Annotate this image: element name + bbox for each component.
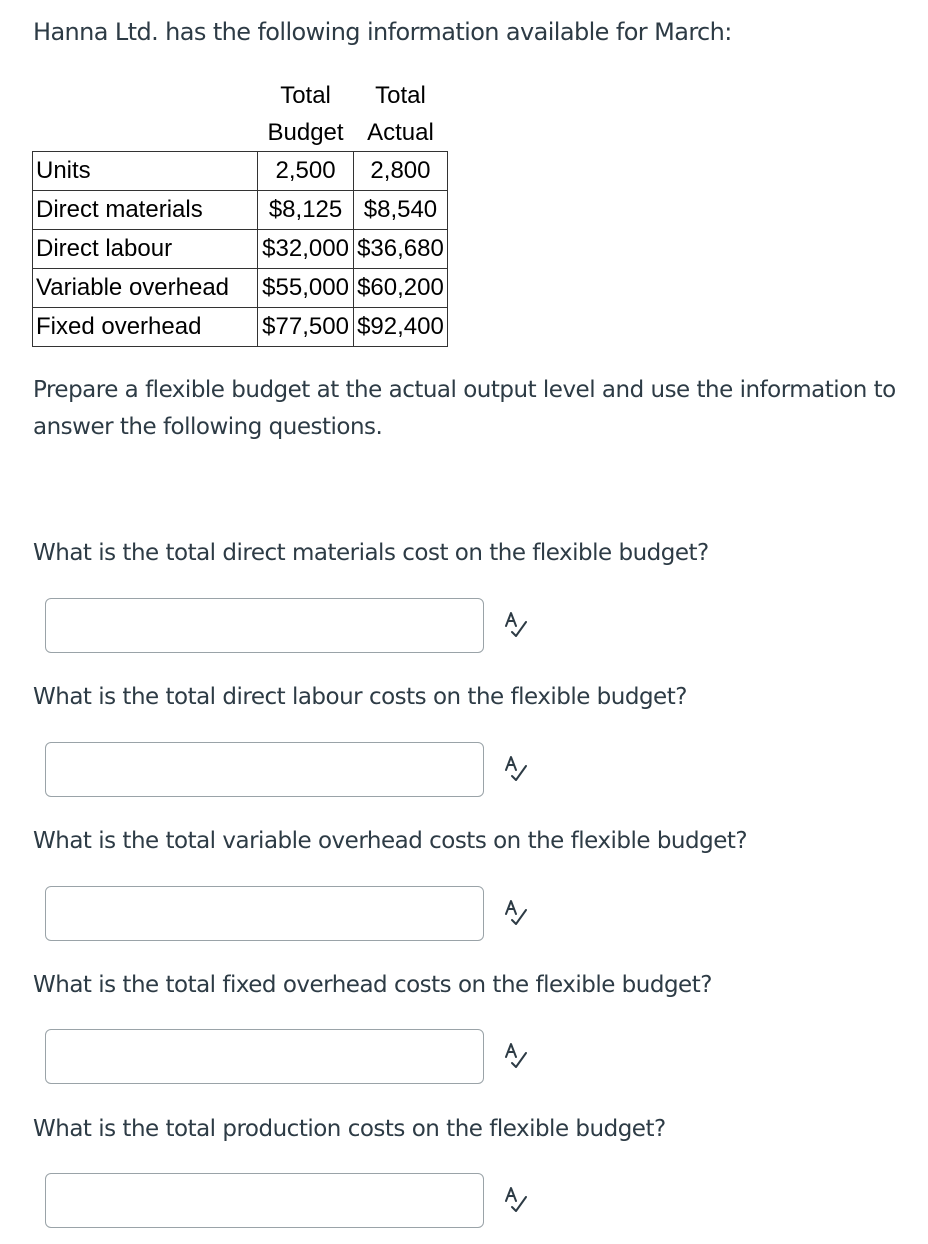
answer-input-direct-materials[interactable]	[45, 598, 484, 653]
actual-value: $92,400	[354, 308, 448, 347]
table-header-row-top	[33, 77, 448, 114]
table-row	[33, 269, 448, 308]
row-label: Variable overhead	[33, 269, 258, 308]
budget-value: $32,000	[258, 230, 354, 269]
header-budget-top: Total	[280, 82, 331, 109]
answer-input-fixed-overhead[interactable]	[45, 1029, 484, 1084]
actual-value: $36,680	[354, 230, 448, 269]
budget-value: 2,500	[258, 152, 354, 191]
table-row	[33, 308, 448, 347]
question-variable-overhead: What is the total variable overhead costs on the flexible budget?	[33, 828, 748, 854]
row-label: Direct materials	[33, 191, 258, 230]
header-blank	[33, 77, 258, 114]
header-actual-bottom: Actual	[367, 119, 434, 146]
instruction-text: Prepare a flexible budget at the actual output level and use the information to answer the following questions.	[33, 377, 896, 440]
actual-value: $8,540	[354, 191, 448, 230]
answer-input-variable-overhead[interactable]	[45, 886, 484, 941]
spell-check-icon[interactable]	[503, 755, 529, 783]
header-blank	[33, 114, 258, 152]
header-budget-bottom: Budget	[267, 119, 344, 146]
table-row	[33, 191, 448, 230]
spell-check-icon[interactable]	[503, 1186, 529, 1214]
spell-check-icon[interactable]	[503, 611, 529, 639]
question-direct-labour: What is the total direct labour costs on the flexible budget?	[33, 684, 687, 710]
spell-check-icon[interactable]	[503, 1042, 529, 1070]
row-label: Direct labour	[33, 230, 258, 269]
table-row	[33, 230, 448, 269]
row-label: Fixed overhead	[33, 308, 258, 347]
budget-value: $77,500	[258, 308, 354, 347]
budget-table	[32, 77, 448, 347]
question-direct-materials: What is the total direct materials cost on the flexible budget?	[33, 540, 709, 566]
question-total-production: What is the total production costs on the flexible budget?	[33, 1116, 666, 1142]
header-actual-top: Total	[375, 82, 426, 109]
budget-value: $55,000	[258, 269, 354, 308]
answer-input-total-production[interactable]	[45, 1173, 484, 1228]
budget-value: $8,125	[258, 191, 354, 230]
table-header-row-bottom	[33, 114, 448, 152]
question-fixed-overhead: What is the total fixed overhead costs on the flexible budget?	[33, 972, 712, 998]
spell-check-icon[interactable]	[503, 899, 529, 927]
row-label: Units	[33, 152, 258, 191]
actual-value: $60,200	[354, 269, 448, 308]
answer-input-direct-labour[interactable]	[45, 742, 484, 797]
actual-value: 2,800	[354, 152, 448, 191]
table-row	[33, 152, 448, 191]
intro-text: Hanna Ltd. has the following information available for March:	[33, 18, 732, 46]
